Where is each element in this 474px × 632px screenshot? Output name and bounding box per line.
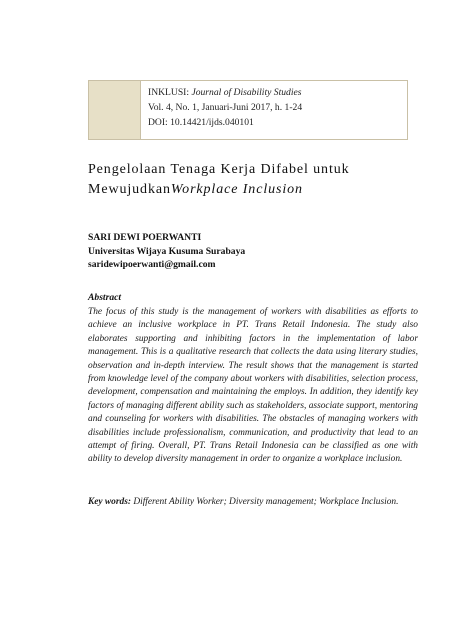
keywords-line — [88, 496, 423, 509]
journal-label: INKLUSI: — [148, 87, 190, 98]
author-affiliation: Universitas Wijaya Kusuma Surabaya — [88, 245, 246, 257]
journal-volume: Vol. 4, No. 1, Januari-Juni 2017, h. 1-24 — [148, 102, 303, 113]
keywords-text: Different Ability Worker; Diversity management; Workplace Inclusion. — [133, 497, 399, 507]
journal-name: Journal of Disability Studies — [191, 87, 302, 98]
paper-title — [88, 160, 418, 200]
author-name: SARI DEWI POERWANTI — [88, 232, 202, 243]
keywords-label: Key words: — [88, 497, 131, 507]
journal-info — [141, 81, 302, 139]
header-accent-panel — [89, 81, 141, 139]
title-italic: Workplace Inclusion — [170, 182, 303, 197]
title-line-1: Pengelolaan Tenaga Kerja Difabel untuk — [88, 162, 350, 177]
journal-title-line — [148, 85, 302, 100]
abstract-body: The focus of this study is the management of workers with disabilities as efforts to achieve an inclusive workplace in PT. Trans Retail Indonesia. The study also elaborates supporting and inhibiting factors in the implementation of labor management. This is a qualitative research that collects the data using literary studies, observation and in-depth interview. The result shows that the management is started from knowledge level of the company about workers with disabilities, selection process, development, compensation and maintaining the employs. In addition, they identify key factors of managing different ability such as stakeholders, associate support, mentoring and counseling for workers with disabilities. The obstacles of managing workers with disabilities include professionalism, communication, and productivity that lead to an attempt of firing. Overall, PT. Trans Retail Indonesia can be classified as one with ability to develop diversity management in order to organize a workplace inclusion. — [88, 307, 418, 465]
author-block — [88, 231, 245, 272]
abstract-heading: Abstract — [88, 292, 122, 303]
journal-doi: DOI: 10.14421/ijds.040101 — [148, 117, 254, 128]
title-line-2 — [88, 180, 418, 200]
author-email: saridewipoerwanti@gmail.com — [88, 259, 216, 271]
title-prefix: Mewujudkan — [88, 182, 171, 197]
journal-header-box — [88, 80, 408, 140]
